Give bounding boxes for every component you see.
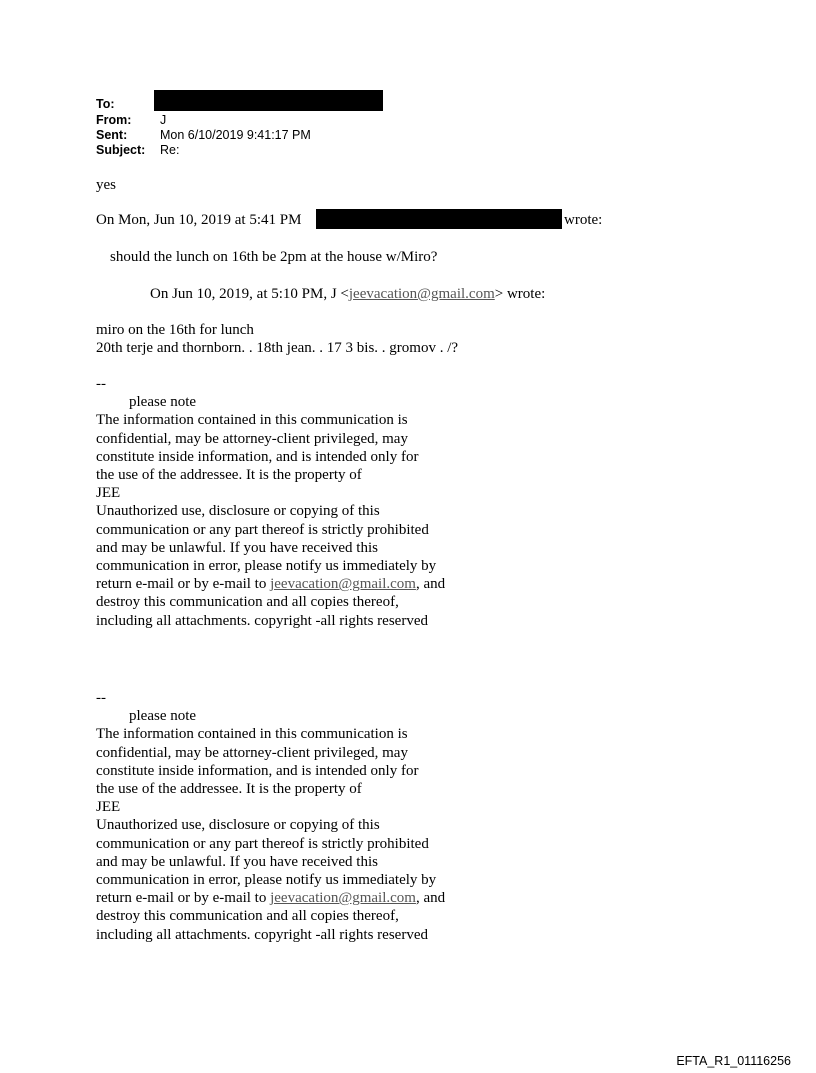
footer-line: including all attachments. copyright -all rights reserved [96,612,428,629]
header-to [96,97,160,111]
footer-line: the use of the addressee. It is the property of [96,467,362,484]
footer-separator: -- [96,376,106,392]
quote2-header [150,285,545,303]
header-from [96,113,166,127]
footer-line: communication or any part thereof is strictly prohibited [96,521,429,538]
footer-line: The information contained in this communication is [96,726,408,743]
footer-line: destroy this communication and all copies thereof, [96,908,399,925]
from-label: From: [96,113,132,127]
footer-line: Unauthorized use, disclosure or copying of this [96,503,380,520]
quote1-prefix: On Mon, Jun 10, 2019 at 5:41 PM [96,212,302,228]
footer-line: JEE [96,485,121,502]
quote2-prefix: On Jun 10, 2019, at 5:10 PM, J < [150,286,349,302]
footer-line: and may be unlawful. If you have received this [96,539,378,556]
footer-line: Unauthorized use, disclosure or copying of this [96,817,380,834]
subject-label: Subject: [96,143,146,157]
footer-line [96,889,516,907]
footer-email-prefix: return e-mail or by e-mail to [96,890,271,907]
footer-line: The information contained in this communication is [96,412,408,429]
footer-line: constitute inside information, and is intended only for [96,762,419,779]
footer-line: confidential, may be attorney-client privileged, may [96,430,408,447]
quote2-suffix: > wrote: [494,286,546,302]
footer-line: communication in error, please notify us immediately by [96,872,437,889]
body-line-2: 20th terje and thornborn. . 18th jean. . 17 3 bis. . gromov . /? [96,340,459,356]
footer-line: destroy this communication and all copies thereof, [96,594,399,611]
sent-label: Sent: [96,128,128,142]
footer-line: communication or any part thereof is strictly prohibited [96,835,429,852]
footer-line: communication in error, please notify us immediately by [96,558,437,575]
footer-separator: -- [96,690,106,706]
subject-value: Re: [160,143,180,157]
body-line-1: miro on the 16th for lunch [96,322,254,338]
footer-email-prefix: return e-mail or by e-mail to [96,576,271,593]
redaction-to [154,90,383,111]
reply-text: yes [96,177,116,193]
footer-note: please note [129,394,197,411]
footer-email-suffix: , and [415,576,446,593]
bates-number: EFTA_R1_01116256 [676,1054,791,1068]
sent-value: Mon 6/10/2019 9:41:17 PM [160,128,311,142]
header-subject [96,143,179,157]
quote1-suffix: wrote: [564,212,603,228]
footer-line: JEE [96,799,121,816]
quote2-email-link[interactable]: jeevacation@gmail.com [348,286,495,302]
header-sent [96,128,311,142]
quote1-message: should the lunch on 16th be 2pm at the house w/Miro? [110,249,438,265]
footer-email-link[interactable]: jeevacation@gmail.com [270,890,416,907]
disclaimer-block-2 [96,689,516,944]
disclaimer-block-1 [96,375,516,630]
footer-email-link[interactable]: jeevacation@gmail.com [270,576,416,593]
from-value: J [160,113,167,127]
footer-note: please note [129,708,197,725]
footer-line [96,575,516,593]
to-label: To: [96,97,115,111]
footer-line: the use of the addressee. It is the property of [96,781,362,798]
footer-email-suffix: , and [415,890,446,907]
footer-line: confidential, may be attorney-client privileged, may [96,744,408,761]
footer-line: including all attachments. copyright -all rights reserved [96,926,428,943]
redaction-sender [316,209,562,229]
footer-line: and may be unlawful. If you have received this [96,853,378,870]
footer-line: constitute inside information, and is intended only for [96,448,419,465]
